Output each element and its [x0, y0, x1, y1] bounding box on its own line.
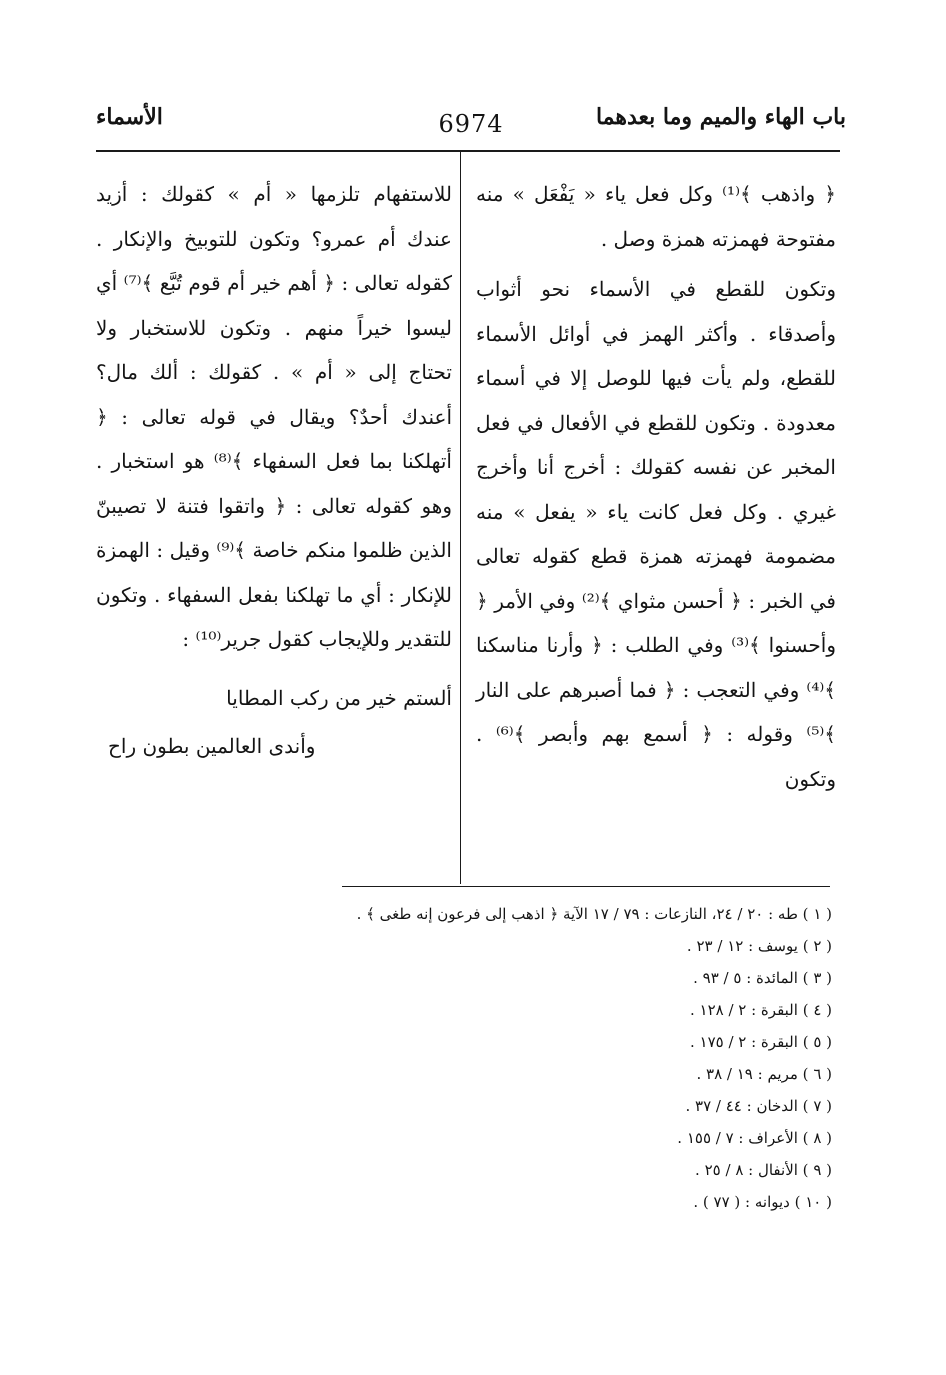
- column-divider: [460, 152, 461, 884]
- running-head: [96, 104, 846, 144]
- footnote: ( ٣ ) المائدة : ٥ / ٩٣ .: [693, 969, 832, 987]
- right-paragraph-1: ﴿ واذهب ﴾⁽¹⁾ وكل فعل ياء « يَفْعَل » منه مفتوحة فهمزته همزة وصل .: [476, 182, 836, 251]
- footnote: ( ١٠ ) ديوانه : ( ٧٧ ) .: [693, 1193, 832, 1211]
- footnote: ( ٤ ) البقرة : ٢ / ١٢٨ .: [689, 1001, 832, 1019]
- section-title: الأسماء: [96, 104, 163, 130]
- footnote: ( ٨ ) الأعراف : ٧ / ١٥٥ .: [677, 1129, 832, 1147]
- footnote-rule: [342, 886, 830, 887]
- footnote: ( ١ ) طه : ٢٠ / ٢٤، النازعات : ٧٩ / ١٧ الآية ﴿ اذهب إلى فرعون إنه طغى ﴾ .: [356, 905, 832, 923]
- footnote: ( ٦ ) مريم : ١٩ / ٣٨ .: [696, 1065, 832, 1083]
- footnote: ( ٩ ) الأنفال : ٨ / ٢٥ .: [695, 1161, 832, 1179]
- footnote: ( ٥ ) البقرة : ٢ / ١٧٥ .: [689, 1033, 832, 1051]
- right-paragraph-2: وتكون للقطع في الأسماء نحو أثواب وأصدقاء . وأكثر الهمز في أوائل الأسماء للقطع، ولم يأت فيها للوصل إلا في أسماء معدودة . وتكون للقطع في الأفعال في فعل المخبر عن نفسه كقولك : أخرج أنا وأخرج غيري . وكل فعل كانت ياء « يفعل » منه مضمومة فهمزته همزة قطع كقوله تعالى في الخبر : ﴿ أحسن مثواي ﴾⁽²⁾ وفي الأمر ﴿ وأحسنوا ﴾⁽³⁾ وفي الطلب : ﴿ وأرنا مناسكنا ﴾⁽⁴⁾ وفي التعجب : ﴿ فما أصبرهم على النار ﴾⁽⁵⁾ وقوله : ﴿ أسمع بهم وأبصر ﴾⁽⁶⁾ . وتكون: [476, 277, 836, 791]
- verse-line-1: ألستم خير من ركب المطايا: [226, 685, 452, 710]
- left-paragraph: للاستفهام تلزمها « أم » كقولك : أزيد عندك أم عمرو؟ وتكون للتوبيخ والإنكار . كقوله تعالى : ﴿ أهم خير أم قوم تُبَّع ﴾⁽⁷⁾ أي ليسوا خيراً منهم . وتكون للاستخبار ولا تحتاج إلى « أم » . كقولك : ألك مال؟ أعندك أحدٌ؟ ويقال في قوله تعالى : ﴿ أتهلكنا بما فعل السفهاء ﴾⁽⁸⁾ هو استخبار . وهو كقوله تعالى : ﴿ واتقوا فتنة لا تصيبنّ الذين ظلموا منكم خاصة ﴾⁽⁹⁾ وقيل : الهمزة للإنكار : أي ما تهلكنا بفعل السفهاء . وتكون للتقدير وللإيجاب كقول جرير⁽¹⁰⁾ :: [96, 182, 452, 651]
- right-column: [476, 172, 836, 801]
- left-column: [96, 172, 452, 769]
- chapter-title: باب الهاء والميم وما بعدهما: [595, 104, 846, 130]
- footnote: ( ٢ ) يوسف : ١٢ / ٢٣ .: [686, 937, 832, 955]
- page-number: 6974: [438, 110, 504, 138]
- footnote: ( ٧ ) الدخان : ٤٤ / ٣٧ .: [685, 1097, 832, 1115]
- header-rule: [96, 150, 840, 152]
- verse-line-2: وأندى العالمين بطون راح: [108, 734, 316, 758]
- footnotes: [100, 898, 832, 1218]
